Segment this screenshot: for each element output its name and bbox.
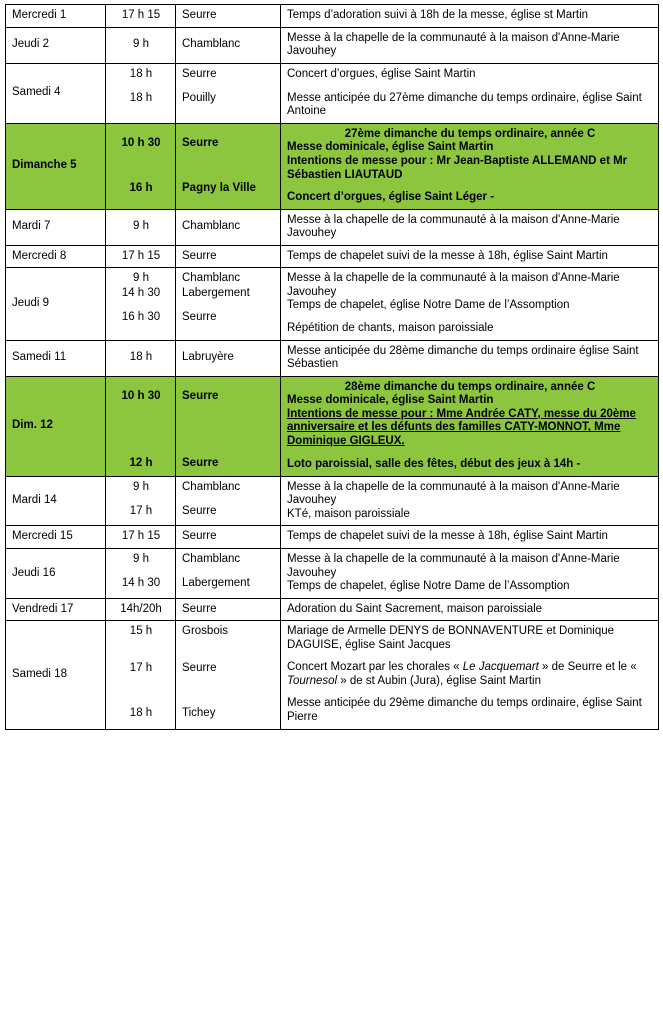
- row-time: 17 h: [129, 504, 153, 517]
- parish-schedule-table: [5, 4, 659, 730]
- time-spacer: [112, 405, 170, 435]
- row-description: Temps d’adoration suivi à 18h de la messe, église st Martin: [281, 5, 659, 28]
- place-spacer: [182, 496, 275, 505]
- row-day: Mercredi 15: [6, 526, 106, 549]
- row-day: Vendredi 17: [6, 598, 106, 621]
- row-time: 17 h 15: [106, 526, 176, 549]
- row-place: Labergement: [182, 287, 250, 300]
- row-description: Temps de chapelet suivi de la messe à 18h, église Saint Martin: [281, 245, 659, 268]
- desc-spacer: [287, 182, 653, 191]
- row-time-group: [106, 376, 176, 476]
- row-place: Chamblanc: [182, 480, 241, 493]
- place-spacer: [182, 640, 275, 662]
- concert-mozart-description: [287, 661, 653, 688]
- sunday-mass-line: Messe dominicale, église Saint Martin: [287, 394, 494, 407]
- row-place: Seurre: [182, 504, 217, 517]
- row-description: Temps de chapelet, église Notre Dame de l’Assomption: [287, 299, 570, 312]
- time-spacer: [112, 496, 170, 505]
- table-row-sunday: [6, 123, 659, 209]
- place-spacer: [182, 568, 275, 577]
- row-description: Répétition de chants, maison paroissiale: [287, 322, 494, 334]
- row-place: Seurre: [176, 598, 281, 621]
- row-place: Pagny la Ville: [182, 181, 256, 194]
- time-spacer: [112, 640, 170, 662]
- row-description: Mariage de Armelle DENYS de BONNAVENTURE et Dominique DAGUISE, église Saint Jacques: [287, 625, 615, 651]
- table-row: [6, 268, 659, 340]
- row-description-group: [281, 123, 659, 209]
- row-time: 18 h: [129, 67, 153, 80]
- sunday-heading: 28ème dimanche du temps ordinaire, année C: [344, 380, 596, 393]
- row-description: Messe anticipée du 29ème dimanche du temps ordinaire, église Saint Pierre: [287, 697, 642, 723]
- row-day: Jeudi 16: [6, 548, 106, 598]
- row-time-group: [106, 63, 176, 123]
- sunday-intentions-line: Intentions de messe pour : Mme Andrée CATY, messe du 20ème anniversaire et les défunts des familles CATY-MONNOT, Mme Dominique GIGLEUX.: [287, 407, 636, 447]
- row-day: Dimanche 5: [6, 123, 106, 209]
- table-row: [6, 598, 659, 621]
- concert-suffix: » de st Aubin (Jura), église Saint Martin: [337, 674, 541, 687]
- table-row: [6, 476, 659, 526]
- row-place: Chamblanc: [176, 27, 281, 63]
- row-time: 16 h 30: [121, 311, 161, 324]
- row-place-group: [176, 376, 281, 476]
- row-place: Tichey: [182, 707, 216, 720]
- place-spacer: [182, 381, 275, 390]
- table-row: [6, 340, 659, 376]
- row-place-group: [176, 548, 281, 598]
- document-page: [0, 4, 663, 1028]
- row-place-group: [176, 268, 281, 340]
- place-spacer: [182, 152, 275, 182]
- row-place: Seurre: [182, 67, 217, 80]
- row-time: 10 h 30: [121, 389, 161, 402]
- row-description: Messe à la chapelle de la communauté à la maison d'Anne-Marie Javouhey: [287, 480, 620, 507]
- row-day: Samedi 4: [6, 63, 106, 123]
- desc-spacer: [287, 652, 653, 661]
- row-time-group: [106, 621, 176, 729]
- row-description-group: [281, 376, 659, 476]
- row-description: Adoration du Saint Sacrement, maison paroissiale: [281, 598, 659, 621]
- row-description: Loto paroissial, salle des fêtes, début des jeux à 14h -: [287, 457, 581, 470]
- concert-choir-2: Tournesol: [287, 674, 338, 687]
- row-description: KTé, maison paroissiale: [287, 507, 410, 520]
- row-time: 9 h: [133, 480, 149, 493]
- time-spacer: [112, 677, 170, 707]
- row-time: 14 h 30: [121, 576, 161, 589]
- time-spacer: [112, 152, 170, 182]
- row-place: Chamblanc: [176, 209, 281, 245]
- row-description-group: [281, 268, 659, 340]
- row-description-group: [281, 621, 659, 729]
- table-row: [6, 209, 659, 245]
- row-time: 15 h: [129, 625, 153, 638]
- desc-spacer: [287, 688, 653, 697]
- row-description: Messe anticipée du 27ème dimanche du temps ordinaire, église Saint Antoine: [287, 91, 642, 118]
- row-day: Jeudi 2: [6, 27, 106, 63]
- row-day: Dim. 12: [6, 376, 106, 476]
- row-time: 14h/20h: [106, 598, 176, 621]
- row-place: Pouilly: [182, 91, 216, 104]
- concert-choir-1: Le Jacquemart: [462, 661, 539, 674]
- row-place: Chamblanc: [182, 552, 241, 565]
- row-place-group: [176, 621, 281, 729]
- row-place: Labergement: [182, 576, 250, 589]
- row-place-group: [176, 123, 281, 209]
- table-row-sunday: [6, 376, 659, 476]
- row-time-group: [106, 476, 176, 526]
- row-time: 9 h: [106, 209, 176, 245]
- row-place-group: [176, 63, 281, 123]
- time-spacer: [112, 83, 170, 92]
- row-time: 12 h: [129, 456, 153, 469]
- row-place: Grosbois: [182, 625, 229, 638]
- row-place: Seurre: [176, 526, 281, 549]
- table-row: [6, 245, 659, 268]
- row-description-group: [281, 476, 659, 526]
- concert-mid: » de Seurre et le «: [538, 661, 637, 674]
- row-description: Messe anticipée du 28ème dimanche du temps ordinaire église Saint Sébastien: [281, 340, 659, 376]
- table-row: [6, 526, 659, 549]
- row-time: 17 h 15: [106, 5, 176, 28]
- concert-prefix: Concert Mozart par les chorales «: [287, 661, 463, 674]
- row-description: Temps de chapelet, église Notre Dame de l’Assomption: [287, 580, 570, 593]
- place-spacer: [182, 83, 275, 92]
- row-place: Seurre: [176, 5, 281, 28]
- time-spacer: [112, 302, 170, 311]
- row-time: 18 h: [129, 707, 153, 720]
- sunday-mass-line: Messe dominicale, église Saint Martin: [287, 141, 494, 154]
- row-description: Messe à la chapelle de la communauté à la maison d'Anne-Marie Javouhey: [281, 209, 659, 245]
- row-day: Mardi 7: [6, 209, 106, 245]
- row-time-group: [106, 123, 176, 209]
- desc-spacer: [287, 313, 653, 322]
- place-spacer: [182, 405, 275, 435]
- row-description: Messe à la chapelle de la communauté à la maison d'Anne-Marie Javouhey: [287, 552, 620, 579]
- time-spacer: [112, 568, 170, 577]
- row-description-group: [281, 548, 659, 598]
- row-day: Samedi 18: [6, 621, 106, 729]
- row-day: Mercredi 1: [6, 5, 106, 28]
- row-place: Seurre: [176, 245, 281, 268]
- row-time: 18 h: [106, 340, 176, 376]
- row-time: 18 h: [129, 91, 153, 104]
- row-description: Concert d’orgues, église Saint Léger -: [287, 191, 495, 204]
- row-time-group: [106, 548, 176, 598]
- row-time-group: [106, 268, 176, 340]
- row-day: Mercredi 8: [6, 245, 106, 268]
- row-time: 14 h 30: [121, 287, 161, 300]
- row-time: 9 h: [133, 552, 149, 565]
- row-place: Seurre: [182, 311, 217, 324]
- row-description: Messe à la chapelle de la communauté à la maison d'Anne-Marie Javouhey: [287, 272, 620, 298]
- row-day: Jeudi 9: [6, 268, 106, 340]
- row-place: Seurre: [182, 389, 219, 402]
- row-time: 17 h: [129, 662, 153, 675]
- table-row: [6, 621, 659, 729]
- row-place: Labruyère: [176, 340, 281, 376]
- row-place-group: [176, 476, 281, 526]
- row-time: 10 h 30: [121, 136, 161, 149]
- place-spacer: [182, 435, 275, 457]
- row-description: Concert d’orgues, église Saint Martin: [287, 67, 476, 80]
- row-description: Temps de chapelet suivi de la messe à 18h, église Saint Martin: [281, 526, 659, 549]
- table-row: [6, 5, 659, 28]
- table-row: [6, 548, 659, 598]
- table-row: [6, 63, 659, 123]
- row-day: Mardi 14: [6, 476, 106, 526]
- row-time: 9 h: [106, 27, 176, 63]
- sunday-heading: 27ème dimanche du temps ordinaire, année C: [344, 127, 596, 140]
- place-spacer: [182, 677, 275, 707]
- row-place: Seurre: [182, 136, 219, 149]
- row-day: Samedi 11: [6, 340, 106, 376]
- desc-spacer: [287, 83, 653, 92]
- time-spacer: [112, 381, 170, 390]
- row-time: 9 h: [133, 272, 149, 285]
- row-time: 16 h: [129, 181, 153, 194]
- place-spacer: [182, 128, 275, 137]
- time-spacer: [112, 435, 170, 457]
- sunday-intentions-line: Intentions de messe pour : Mr Jean-Baptiste ALLEMAND et Mr Sébastien LIAUTAUD: [287, 154, 628, 181]
- row-description-group: [281, 63, 659, 123]
- place-spacer: [182, 302, 275, 311]
- time-spacer: [112, 128, 170, 137]
- row-place: Chamblanc: [182, 272, 241, 285]
- row-time: 17 h 15: [106, 245, 176, 268]
- row-description: Messe à la chapelle de la communauté à la maison d'Anne-Marie Javouhey: [281, 27, 659, 63]
- table-row: [6, 27, 659, 63]
- row-place: Seurre: [182, 456, 219, 469]
- desc-spacer: [287, 449, 653, 458]
- row-place: Seurre: [182, 662, 217, 675]
